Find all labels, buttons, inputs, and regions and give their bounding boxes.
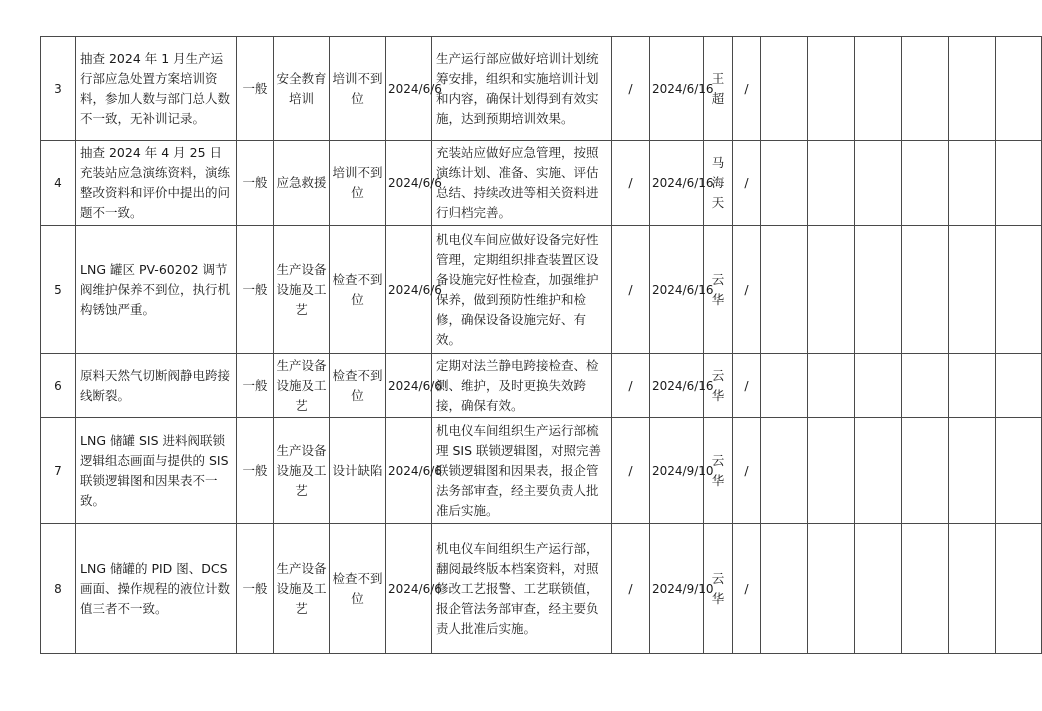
- issue-description: LNG 罐区 PV-60202 调节阀维护保养不到位，执行机构锈蚀严重。: [76, 226, 237, 354]
- found-date: 2024/6/6: [386, 354, 432, 418]
- slash-cell: /: [733, 418, 761, 524]
- row-number: 5: [41, 226, 76, 354]
- empty-cell: [808, 37, 855, 141]
- empty-cell: [855, 37, 902, 141]
- empty-cell: [949, 524, 996, 654]
- row-number: 8: [41, 524, 76, 654]
- empty-cell: [949, 37, 996, 141]
- empty-cell: [855, 524, 902, 654]
- deadline: 2024/6/16: [650, 226, 704, 354]
- empty-cell: [761, 226, 808, 354]
- empty-cell: [761, 37, 808, 141]
- hazard-level: 一般: [237, 226, 274, 354]
- hazard-level: 一般: [237, 418, 274, 524]
- empty-cell: [808, 141, 855, 226]
- slash-cell: /: [612, 141, 650, 226]
- table-row: [41, 226, 1042, 354]
- row-number: 4: [41, 141, 76, 226]
- slash-cell: /: [612, 524, 650, 654]
- empty-cell: [996, 141, 1042, 226]
- found-date: 2024/6/6: [386, 141, 432, 226]
- empty-cell: [902, 141, 949, 226]
- row-number: 6: [41, 354, 76, 418]
- hazard-category: 应急救援: [274, 141, 330, 226]
- deadline: 2024/6/16: [650, 354, 704, 418]
- table-row: [41, 37, 1042, 141]
- empty-cell: [949, 141, 996, 226]
- slash-cell: /: [733, 524, 761, 654]
- hazard-level: 一般: [237, 354, 274, 418]
- slash-cell: /: [733, 141, 761, 226]
- issue-description: LNG 储罐的 PID 图、DCS 画面、操作规程的液位计数值三者不一致。: [76, 524, 237, 654]
- hazard-category: 生产设备设施及工艺: [274, 418, 330, 524]
- empty-cell: [855, 141, 902, 226]
- found-date: 2024/6/6: [386, 418, 432, 524]
- issue-description: 抽查 2024 年 1 月生产运行部应急处置方案培训资料，参加人数与部门总人数不一致，无补训记录。: [76, 37, 237, 141]
- empty-cell: [761, 354, 808, 418]
- deadline: 2024/9/10: [650, 524, 704, 654]
- empty-cell: [808, 226, 855, 354]
- hazard-level: 一般: [237, 141, 274, 226]
- corrective-measure: 机电仪车间应做好设备完好性管理，定期组织排查装置区设备设施完好性检查，加强维护保养，做到预防性维护和检修，确保设备设施完好、有效。: [432, 226, 612, 354]
- slash-cell: /: [612, 37, 650, 141]
- responsible-person: 云华: [704, 418, 733, 524]
- empty-cell: [996, 418, 1042, 524]
- empty-cell: [855, 418, 902, 524]
- slash-cell: /: [733, 226, 761, 354]
- responsible-person: 王超: [704, 37, 733, 141]
- corrective-measure: 机电仪车间组织生产运行部，翻阅最终版本档案资料，对照修改工艺报警、工艺联锁值，报企管法务部审查，经主要负责人批准后实施。: [432, 524, 612, 654]
- table-row: [41, 141, 1042, 226]
- root-cause: 检查不到位: [330, 524, 386, 654]
- empty-cell: [855, 354, 902, 418]
- empty-cell: [949, 226, 996, 354]
- root-cause: 检查不到位: [330, 226, 386, 354]
- hazard-level: 一般: [237, 37, 274, 141]
- responsible-person: 云华: [704, 354, 733, 418]
- slash-cell: /: [612, 418, 650, 524]
- empty-cell: [902, 354, 949, 418]
- slash-cell: /: [733, 37, 761, 141]
- corrective-measure: 充装站应做好应急管理，按照演练计划、准备、实施、评估总结、持续改进等相关资料进行归档完善。: [432, 141, 612, 226]
- corrective-measure: 生产运行部应做好培训计划统筹安排，组织和实施培训计划和内容，确保计划得到有效实施，达到预期培训效果。: [432, 37, 612, 141]
- table-row: [41, 354, 1042, 418]
- row-number: 3: [41, 37, 76, 141]
- root-cause: 培训不到位: [330, 141, 386, 226]
- root-cause: 检查不到位: [330, 354, 386, 418]
- deadline: 2024/9/10: [650, 418, 704, 524]
- root-cause: 培训不到位: [330, 37, 386, 141]
- issue-description: LNG 储罐 SIS 进料阀联锁逻辑组态画面与提供的 SIS 联锁逻辑图和因果表不一致。: [76, 418, 237, 524]
- hazard-category: 生产设备设施及工艺: [274, 226, 330, 354]
- empty-cell: [761, 524, 808, 654]
- empty-cell: [949, 354, 996, 418]
- empty-cell: [808, 418, 855, 524]
- deadline: 2024/6/16: [650, 37, 704, 141]
- empty-cell: [996, 524, 1042, 654]
- responsible-person: 马海天: [704, 141, 733, 226]
- row-number: 7: [41, 418, 76, 524]
- rectification-table-page: [40, 36, 1001, 654]
- empty-cell: [761, 418, 808, 524]
- hazard-category: 生产设备设施及工艺: [274, 354, 330, 418]
- hazard-category: 生产设备设施及工艺: [274, 524, 330, 654]
- empty-cell: [949, 418, 996, 524]
- slash-cell: /: [612, 226, 650, 354]
- empty-cell: [808, 524, 855, 654]
- empty-cell: [902, 37, 949, 141]
- corrective-measure: 机电仪车间组织生产运行部梳理 SIS 联锁逻辑图，对照完善联锁逻辑图和因果表，报企管法务部审查，经主要负责人批准后实施。: [432, 418, 612, 524]
- found-date: 2024/6/6: [386, 524, 432, 654]
- table-row: [41, 418, 1042, 524]
- empty-cell: [902, 524, 949, 654]
- found-date: 2024/6/6: [386, 226, 432, 354]
- deadline: 2024/6/16: [650, 141, 704, 226]
- rectification-table: [40, 36, 1042, 654]
- slash-cell: /: [733, 354, 761, 418]
- empty-cell: [902, 226, 949, 354]
- empty-cell: [996, 37, 1042, 141]
- issue-description: 抽查 2024 年 4 月 25 日充装站应急演练资料，演练整改资料和评价中提出的问题不一致。: [76, 141, 237, 226]
- responsible-person: 云华: [704, 226, 733, 354]
- issue-description: 原料天然气切断阀静电跨接线断裂。: [76, 354, 237, 418]
- root-cause: 设计缺陷: [330, 418, 386, 524]
- slash-cell: /: [612, 354, 650, 418]
- empty-cell: [902, 418, 949, 524]
- corrective-measure: 定期对法兰静电跨接检查、检测、维护，及时更换失效跨接，确保有效。: [432, 354, 612, 418]
- empty-cell: [855, 226, 902, 354]
- empty-cell: [996, 226, 1042, 354]
- empty-cell: [761, 141, 808, 226]
- hazard-level: 一般: [237, 524, 274, 654]
- empty-cell: [996, 354, 1042, 418]
- hazard-category: 安全教育培训: [274, 37, 330, 141]
- table-row: [41, 524, 1042, 654]
- found-date: 2024/6/6: [386, 37, 432, 141]
- responsible-person: 云华: [704, 524, 733, 654]
- empty-cell: [808, 354, 855, 418]
